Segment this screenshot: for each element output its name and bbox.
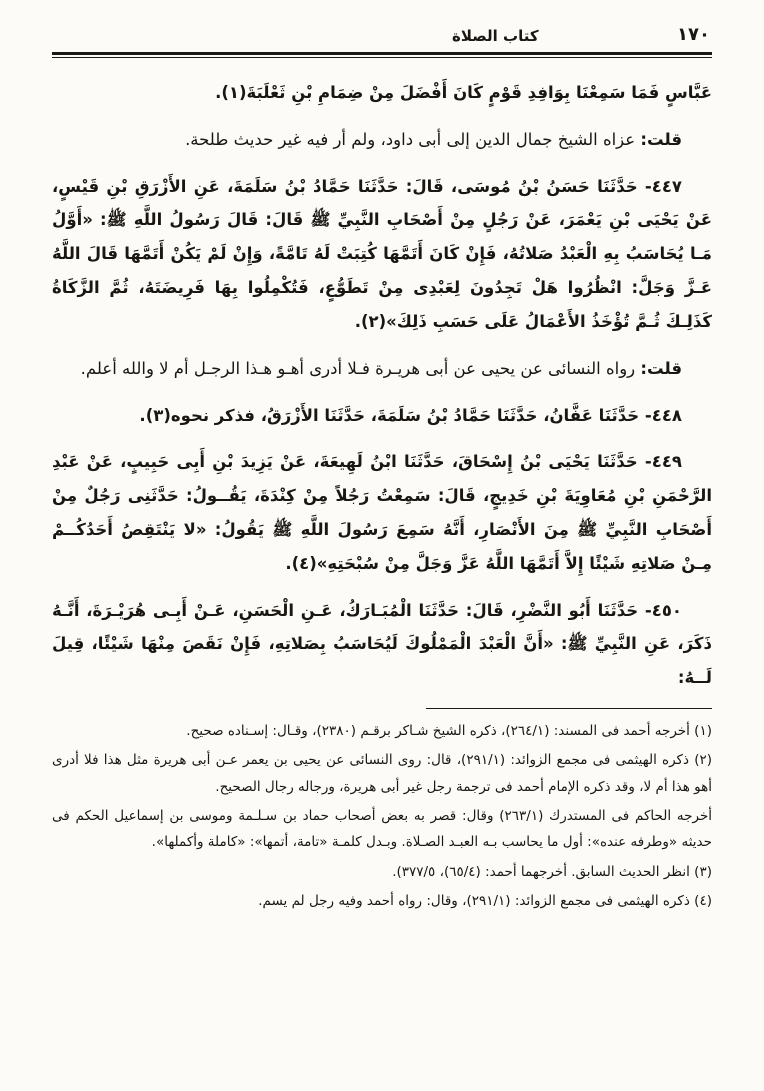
footnote-text: ذكره الهيثمى فى مجمع الزوائد: (٢٩١/١)، قال: روى النسائى عن يحيى بن يعمر عـن أبى هريرة مثل هذا فلا أدرى أهو هذا أم لا، وقد ذكره الإمام أحمد فى ترجمة رجل غير أبى هريرة، ورجاله رجال الصحيح.: [52, 752, 712, 795]
comment-lead: قلت:: [640, 129, 682, 149]
header-row: [52, 24, 712, 52]
paragraph-hadith-450: [52, 594, 712, 695]
footnote-2-continuation: [52, 803, 712, 856]
chapter-title: كتاب الصلاة: [452, 27, 539, 45]
footnote-marker: (٤): [694, 892, 712, 909]
paragraph-text: عزاه الشيخ جمال الدين إلى أبى داود، ولم أر فيه غير حديث طلحة.: [185, 129, 636, 149]
paragraph-hadith-449: [52, 445, 712, 580]
footnote-text: أخرجه أحمد فى المسند: (٢٦٤/١)، ذكره الشيخ شـاكر برقـم (٢٣٨٠)، وقـال: إسـناده صحيح.: [186, 723, 690, 739]
paragraph-comment-2: [52, 352, 712, 386]
footnote-text: ذكره الهيثمى فى مجمع الزوائد: (٢٩١/١)، وقال: رواه أحمد وفيه رجل لم يسم.: [258, 892, 690, 909]
paragraph-text: رواه النسائى عن يحيى عن أبى هريـرة فـلا أدرى أهـو هـذا الرجـل أم لا والله أعلم.: [80, 358, 636, 378]
footnote-3: [52, 859, 712, 885]
paragraph-hadith-447: [52, 170, 712, 339]
page-number: ١٧٠: [677, 24, 710, 45]
footnote-marker: (٣): [694, 863, 712, 880]
paragraph-text: ٤٤٧- حَدَّثَنَا حَسَنُ بْنُ مُوسَى، قَالَ: حَدَّثَنَا حَمَّادُ بْنُ سَلَمَةَ، عَنِ الأَزْرَقِ بْنِ قَيْسٍ، عَنْ يَحْيَى بْنِ يَعْمَرَ، عَنْ رَجُلٍ مِنْ أَصْحَابِ النَّبِيِّ ﷺ قَالَ: قَالَ رَسُولُ اللَّهِ ﷺ: «أَوَّلُ مَـا يُحَاسَبُ بِهِ الْعَبْدُ صَلاتُهُ، فَإِنْ كَانَ أَتَمَّهَا كُتِبَتْ لَهُ تَامَّةً، وَإِنْ لَمْ يَكُنْ أَتَمَّهَا قَالَ اللَّهُ عَـزَّ وَجَلَّ: انْظُرُوا هَلْ تَجِدُونَ لِعَبْدِى مِنْ تَطَوُّعٍ، فَتُكْمِلُوا بِهَا فَرِيضَتَهُ، ثُمَّ الزَّكَاةُ كَذَلِـكَ ثُـمَّ تُؤْخَذُ الأَعْمَالُ عَلَى حَسَبِ ذَلِكَ»(٢).: [52, 176, 712, 331]
paragraph-text: ٤٤٩- حَدَّثَنَا يَحْيَى بْنُ إِسْحَاقَ، حَدَّثَنَا ابْنُ لَهِيعَةَ، عَنْ يَزِيدَ بْنِ أَبِى حَبِيبٍ، عَنْ عَبْدِ الرَّحْمَنِ بْنِ مُعَاوِيَةَ بْنِ خَدِيجٍ، قَالَ: سَمِعْتُ رَجُلاً مِنْ كِنْدَةَ، يَقُــولُ: حَدَّثَنِى رَجُلٌ مِنْ أَصْحَابِ النَّبِيِّ ﷺ مِنَ الأَنْصَارِ، أَنَّهُ سَمِعَ رَسُولَ اللَّهِ ﷺ يَقُولُ: «لا يَنْتَقِصُ أَحَدُكُــمْ مِـنْ صَلاتِهِ شَيْئًا إِلاَّ أَتَمَّهَا اللَّهُ عَزَّ وَجَلَّ مِنْ سُبْحَتِهِ»(٤).: [52, 452, 712, 573]
paragraph-comment-1: [52, 123, 712, 157]
footnote-2: [52, 747, 712, 800]
footnotes-section: [52, 708, 712, 914]
page-header: [52, 24, 712, 58]
paragraph-continuation: [52, 76, 712, 110]
footnote-1: [52, 718, 712, 744]
main-text: [52, 76, 712, 695]
header-rule-thick: [52, 52, 712, 55]
comment-lead: قلت:: [640, 358, 682, 378]
footnote-4: [52, 888, 712, 914]
footnote-separator: [426, 708, 712, 709]
paragraph-text: ٤٥٠- حَدَّثَنَا أَبُو النَّضْرِ، قَالَ: حَدَّثَنَا الْمُبَـارَكُ، عَـنِ الْحَسَنِ، عَـنْ أَبِـى هُرَيْـرَةَ، أَنَّـهُ ذَكَرَ، عَنِ النَّبِيِّ ﷺ: «أَنَّ الْعَبْدَ الْمَمْلُوكَ لَيُحَاسَبُ بِصَلاتِهِ، فَإِنْ نَقَصَ مِنْهَا شَيْئًا، قِيلَ لَــهُ:: [52, 600, 712, 688]
footnote-text: انظر الحديث السابق. أخرجهما أحمد: (٦٥/٤)، ٣٧٧/٥).: [392, 863, 690, 880]
footnote-marker: (٢): [694, 752, 713, 769]
footnote-text: أخرجه الحاكم فى المستدرك (٢٦٣/١) وقال: قصر به بعض أصحاب حماد بن سـلـمة وموسى بن إسماعيل الحكم فى حديثه «وطرفه عنده»: أول ما يحاسب بـه العبـد الصـلاة. وبـدل كلمـة «تامة، أتمها»: «كاملة وأكملها».: [52, 807, 712, 851]
footnote-marker: (١): [694, 723, 712, 739]
header-rule-thin: [52, 57, 712, 58]
paragraph-text: عَبَّاسٍ فَمَا سَمِعْنَا بِوَافِدِ قَوْمٍ كَانَ أَفْضَلَ مِنْ ضِمَامِ بْنِ ثَعْلَبَةَ(١).: [215, 83, 712, 102]
paragraph-text: ٤٤٨- حَدَّثَنَا عَفَّانُ، حَدَّثَنَا حَمَّادُ بْنُ سَلَمَةَ، حَدَّثَنَا الأَزْرَقُ، فذكر نحوه(٣).: [139, 405, 682, 425]
paragraph-hadith-448: [52, 399, 712, 433]
